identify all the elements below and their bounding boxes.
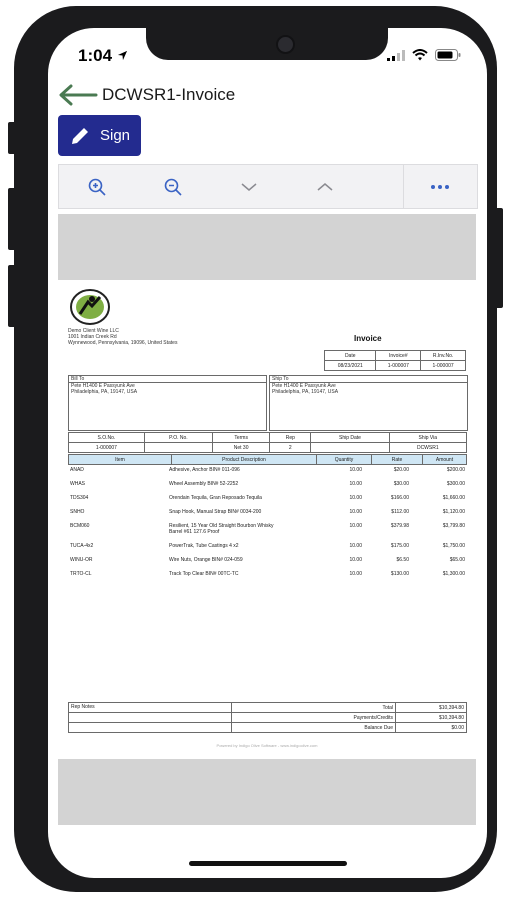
meta-value-invoice: 1-000007 bbox=[376, 361, 421, 371]
rep-notes-area bbox=[69, 713, 232, 723]
items-header-item: Item bbox=[69, 455, 172, 465]
item-code: ANAD bbox=[70, 467, 84, 473]
meta-header-invoice: Invoice# bbox=[376, 351, 421, 361]
zoom-out-button[interactable] bbox=[135, 165, 211, 208]
chevron-down-icon bbox=[241, 182, 257, 192]
item-code: BCM060 bbox=[70, 523, 90, 529]
item-amount: $1,300.00 bbox=[442, 571, 465, 577]
document-footer: Powered by Indigo Olive Software - www.indigoolive.com bbox=[216, 743, 318, 748]
meta-header-rinv: R.Inv.No. bbox=[421, 351, 466, 361]
item-quantity: 10.00 bbox=[349, 467, 362, 473]
bill-to-line1: Pete H1400 E Passyunk Ave bbox=[71, 383, 135, 389]
order-value-so: 1-000007 bbox=[69, 443, 145, 453]
order-header-ship-date: Ship Date bbox=[311, 433, 389, 443]
item-amount: $1,120.00 bbox=[442, 509, 465, 515]
item-description: PowerTrak, Tube Castings 4 x2 bbox=[169, 543, 239, 549]
bill-to-box bbox=[68, 375, 267, 431]
items-header bbox=[68, 454, 467, 465]
pdf-margin-top bbox=[58, 214, 476, 280]
order-header-po: P.O. No. bbox=[144, 433, 212, 443]
page-title: DCWSR1-Invoice bbox=[102, 85, 236, 104]
item-code: TRTO-CL bbox=[70, 571, 92, 577]
items-header-rate: Rate bbox=[372, 455, 423, 465]
back-arrow-icon[interactable] bbox=[58, 83, 98, 107]
item-description: Orendain Tequila, Gran Reposado Tequila bbox=[169, 495, 262, 501]
order-value-ship-via: DCWSR1 bbox=[389, 443, 466, 453]
order-value-rep: 2 bbox=[270, 443, 311, 453]
pdf-toolbar bbox=[58, 164, 478, 209]
item-rate: $379.98 bbox=[390, 523, 409, 529]
item-quantity: 10.00 bbox=[349, 509, 362, 515]
items-list bbox=[68, 467, 467, 587]
order-value-po bbox=[144, 443, 212, 453]
item-amount: $200.00 bbox=[446, 467, 465, 473]
item-rate: $20.00 bbox=[393, 467, 409, 473]
ship-to-line2: Philadelphia, PA, 19147, USA bbox=[272, 389, 339, 395]
item-description: Snap Hook, Manual Strap BIN# 0034-200 bbox=[169, 509, 262, 515]
items-header-amount: Amount bbox=[423, 455, 467, 465]
ship-to-label: Ship To bbox=[270, 376, 467, 383]
order-table bbox=[68, 432, 467, 453]
items-header-quantity: Quantity bbox=[317, 455, 372, 465]
camera-icon bbox=[276, 35, 295, 54]
home-indicator[interactable] bbox=[189, 861, 347, 866]
totals-table bbox=[68, 702, 467, 733]
item-rate: $30.00 bbox=[393, 481, 409, 487]
item-quantity: 10.00 bbox=[349, 495, 362, 501]
item-rate: $6.50 bbox=[396, 557, 409, 563]
wifi-icon bbox=[412, 49, 428, 61]
item-rate: $130.00 bbox=[390, 571, 409, 577]
item-code: SNHO bbox=[70, 509, 85, 515]
signal-icon bbox=[387, 50, 405, 61]
ship-to-line1: Pete H1400 E Passyunk Ave bbox=[272, 383, 336, 389]
battery-icon bbox=[435, 49, 461, 61]
item-amount: $1,660.00 bbox=[442, 495, 465, 501]
item-description-line2: Barrel #61 127.6 Proof bbox=[169, 529, 220, 535]
payments-label: Payments/Credits bbox=[232, 713, 396, 723]
rep-notes-area bbox=[69, 723, 232, 733]
invoice-meta-table bbox=[324, 350, 466, 371]
pencil-icon bbox=[68, 124, 92, 148]
status-time: 1:04 bbox=[78, 46, 128, 66]
item-code: WHAS bbox=[70, 481, 85, 487]
total-value: $10,394.80 bbox=[396, 703, 467, 713]
bill-to-label: Bill To bbox=[69, 376, 266, 383]
order-header-rep: Rep bbox=[270, 433, 311, 443]
meta-value-date: 08/23/2021 bbox=[325, 361, 376, 371]
item-amount: $1,750.00 bbox=[442, 543, 465, 549]
item-quantity: 10.00 bbox=[349, 557, 362, 563]
ship-to-box bbox=[269, 375, 468, 431]
order-value-terms: Net 30 bbox=[213, 443, 270, 453]
meta-header-date: Date bbox=[325, 351, 376, 361]
sign-button[interactable] bbox=[58, 115, 141, 156]
item-code: TDS304 bbox=[70, 495, 89, 501]
notch bbox=[146, 28, 388, 60]
item-rate: $166.00 bbox=[390, 495, 409, 501]
company-logo bbox=[68, 288, 112, 326]
item-amount: $65.00 bbox=[449, 557, 465, 563]
meta-value-rinv: 1-000007 bbox=[421, 361, 466, 371]
item-quantity: 10.00 bbox=[349, 543, 362, 549]
item-amount: $300.00 bbox=[446, 481, 465, 487]
items-header-description: Product Description bbox=[172, 455, 317, 465]
item-amount: $3,799.80 bbox=[442, 523, 465, 529]
item-description: Wheel Assembly BIN# 52-2252 bbox=[169, 481, 239, 487]
balance-due-value: $0.00 bbox=[396, 723, 467, 733]
chevron-up-icon bbox=[317, 182, 333, 192]
location-arrow-icon bbox=[117, 50, 128, 61]
item-rate: $175.00 bbox=[390, 543, 409, 549]
invoice-document[interactable] bbox=[58, 281, 476, 755]
item-code: WINU-OR bbox=[70, 557, 93, 563]
company-address1: 1001 Indian Creek Rd bbox=[68, 334, 117, 340]
pdf-margin-bottom bbox=[58, 759, 476, 825]
status-icons bbox=[387, 49, 461, 61]
item-quantity: 10.00 bbox=[349, 523, 362, 529]
balance-due-label: Balance Due bbox=[232, 723, 396, 733]
header bbox=[58, 83, 235, 107]
order-header-ship-via: Ship Via bbox=[389, 433, 466, 443]
zoom-in-button[interactable] bbox=[59, 165, 135, 208]
next-page-button[interactable] bbox=[211, 165, 287, 208]
company-block bbox=[68, 328, 177, 346]
item-description: Adhesive, Anchor BIN# 011-096 bbox=[169, 467, 240, 473]
more-dots-icon bbox=[431, 185, 449, 189]
order-value-ship-date bbox=[311, 443, 389, 453]
company-name: Demo Client Wine LLC bbox=[68, 328, 119, 334]
item-code: TUCA-4x2 bbox=[70, 543, 94, 549]
phone-frame bbox=[14, 6, 497, 892]
previous-page-button[interactable] bbox=[287, 165, 363, 208]
invoice-title: Invoice bbox=[354, 334, 382, 343]
order-header-terms: Terms bbox=[213, 433, 270, 443]
item-description: Resilient, 15 Year Old Straight Bourbon Whisky bbox=[169, 523, 274, 529]
item-quantity: 10.00 bbox=[349, 481, 362, 487]
item-description: Wire Nuts, Orange BIN# 024-059 bbox=[169, 557, 243, 563]
sign-button-label: Sign bbox=[100, 127, 131, 144]
bill-to-line2: Philadelphia, PA, 19147, USA bbox=[71, 389, 138, 395]
rep-notes-label: Rep Notes bbox=[69, 703, 232, 713]
more-options-button[interactable] bbox=[404, 165, 476, 208]
total-label: Total bbox=[232, 703, 396, 713]
zoom-in-icon bbox=[88, 178, 106, 196]
screen bbox=[48, 28, 487, 878]
item-quantity: 10.00 bbox=[349, 571, 362, 577]
company-address2: Wynnewood, Pennsylvania, 19096, United States bbox=[68, 340, 178, 346]
order-header-so: S.O.No. bbox=[69, 433, 145, 443]
zoom-out-icon bbox=[164, 178, 182, 196]
item-description: Track Top Clear BIN# 00TC-TC bbox=[169, 571, 239, 577]
payments-value: $10,394.80 bbox=[396, 713, 467, 723]
item-rate: $112.00 bbox=[391, 509, 409, 515]
